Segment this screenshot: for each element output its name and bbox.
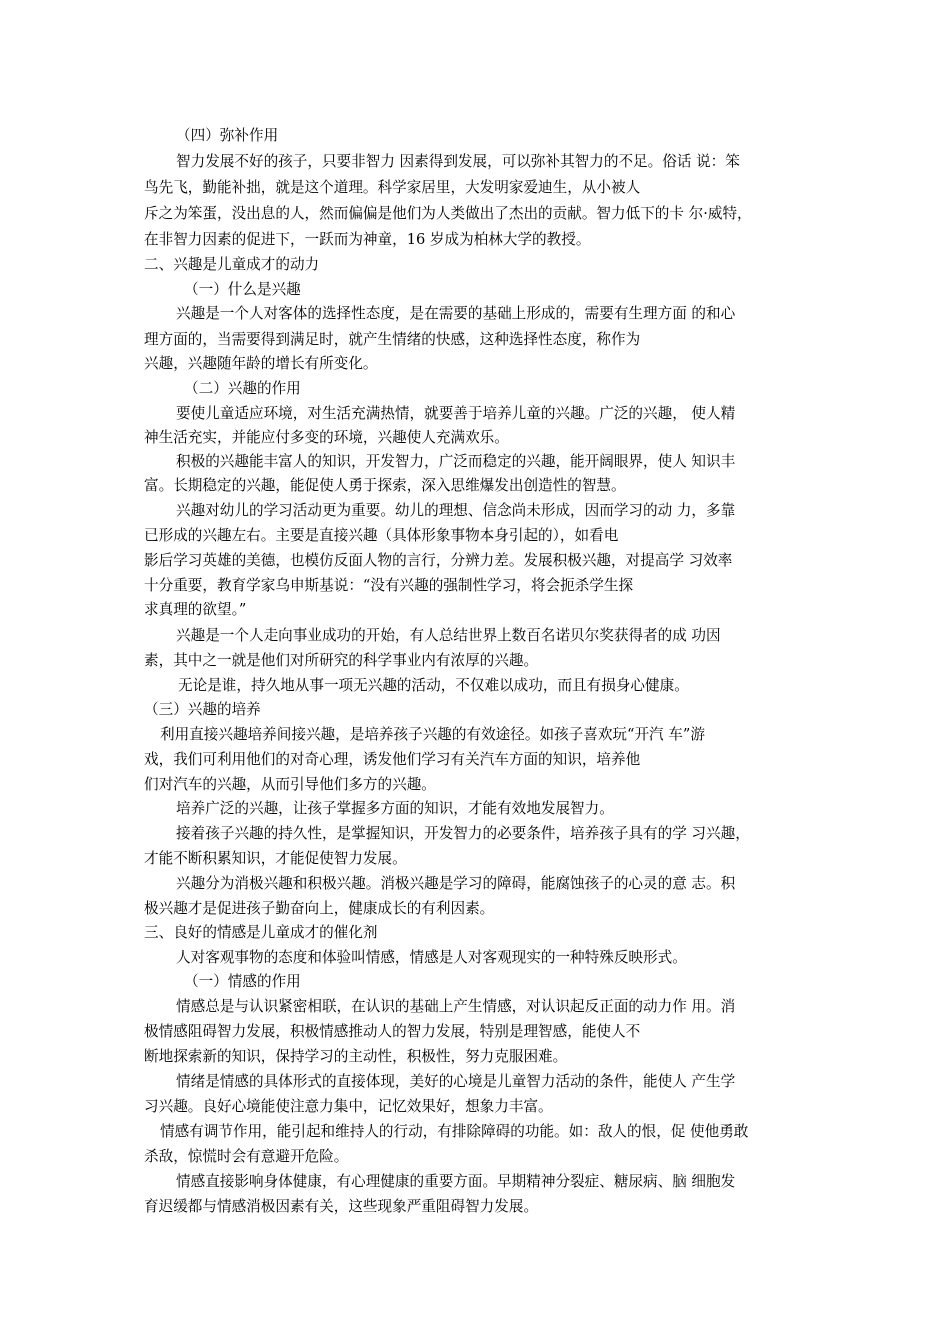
text-line: 们对汽车的兴趣，从而引导他们多方的兴趣。 [144,776,436,793]
text-line: 人对客观事物的态度和体验叫情感，情感是人对客观现实的一种特殊反映形式。 [176,949,687,966]
text-line: 兴趣是一个人对客体的选择性态度，是在需要的基础上形成的，需要有生理方面 的和心 [176,305,736,322]
section-heading: （三）兴趣的培养 [144,701,261,718]
section-heading: （二）兴趣的作用 [184,380,301,397]
text-line: 影后学习英雄的美德，也模仿反面人物的言行，分辨力差。发展积极兴趣，对提高学 习效率 [144,552,733,569]
text-line: 十分重要，教育学家乌申斯基说：“没有兴趣的强制性学习，将会扼杀学生探 [144,577,634,594]
text-line: 无论是谁，持久地从事一项无兴趣的活动，不仅难以成功，而且有损身心健康。 [178,677,689,694]
text-line: 极情感阻碍智力发展，积极情感推动人的智力发展，特别是理智感，能使人不 [144,1023,641,1040]
text-line: 育迟缓都与情感消极因素有关，这些现象严重阻碍智力发展。 [144,1198,539,1215]
text-line: 戏，我们可利用他们的对奇心理，诱发他们学习有关汽车方面的知识，培养他 [144,751,641,768]
text-line: 断地探索新的知识，保持学习的主动性，积极性，努力克服困难。 [144,1048,568,1065]
text-line: 兴趣是一个人走向事业成功的开始，有人总结世界上数百名诺贝尔奖获得者的成 功因 [176,627,721,644]
text-line: 习兴趣。良好心境能使注意力集中，记忆效果好，想象力丰富。 [144,1098,553,1115]
section-heading: （一）情感的作用 [184,973,301,990]
text-line: 智力发展不好的孩子，只要非智力 因素得到发展，可以弥补其智力的不足。俗话 说：笨 [176,153,740,170]
text-line: 利用直接兴趣培养间接兴趣，是培养孩子兴趣的有效途径。如孩子喜欢玩“开汽 车”游 [160,726,705,743]
text-line: 要使儿童适应环境，对生活充满热情，就要善于培养儿童的兴趣。广泛的兴趣， 使人精 [176,405,736,422]
text-line: 求真理的欲望。” [144,601,247,618]
text-line: 素，其中之一就是他们对所研究的科学事业内有浓厚的兴趣。 [144,652,539,669]
text-line: 兴趣分为消极兴趣和积极兴趣。消极兴趣是学习的障碍，能腐蚀孩子的心灵的意 志。积 [176,875,736,892]
chapter-heading: 二、兴趣是儿童成才的动力 [144,256,320,273]
text-line: 极兴趣才是促进孩子勤奋向上，健康成长的有利因素。 [144,900,495,917]
section-heading: （四）弥补作用 [176,127,279,144]
text-line: 培养广泛的兴趣，让孩子掌握多方面的知识，才能有效地发展智力。 [176,800,614,817]
text-line: 斥之为笨蛋，没出息的人，然而偏偏是他们为人类做出了杰出的贡献。智力低下的卡 尔·威特， [144,205,752,222]
text-line: 情感总是与认识紧密相联，在认识的基础上产生情感，对认识起反正面的动力作 用。消 [176,998,736,1015]
text-line: 兴趣对幼儿的学习活动更为重要。幼儿的理想、信念尚未形成，因而学习的动 力，多靠 [176,502,736,519]
text-line: 接着孩子兴趣的持久性，是掌握知识，开发智力的必要条件，培养孩子具有的学 习兴趣， [176,825,750,842]
text-line: 情感有调节作用，能引起和维持人的行动，有排除障碍的功能。如：敌人的恨，促 使他勇敢 [160,1123,749,1140]
text-line: 富。长期稳定的兴趣，能促使人勇于探索，深入思维爆发出创造性的智慧。 [144,477,626,494]
text-line: 理方面的，当需要得到满足时，就产生情绪的快感，这种选择性态度，称作为 [144,331,641,348]
text-line: 杀敌，惊慌时会有意避开危险。 [144,1148,349,1165]
text-line: 积极的兴趣能丰富人的知识，开发智力，广泛而稳定的兴趣，能开阔眼界，使人 知识丰 [176,453,736,470]
text-line: 鸟先飞，勤能补拙，就是这个道理。科学家居里，大发明家爱迪生，从小被人 [144,179,641,196]
text-line: 已形成的兴趣左右。主要是直接兴趣（具体形象事物本身引起的），如看电 [144,527,619,544]
chapter-heading: 三、良好的情感是儿童成才的催化剂 [144,924,378,941]
text-line: 情感直接影响身体健康，有心理健康的重要方面。早期精神分裂症、糖尿病、脑 细胞发 [176,1173,736,1190]
text-line: 神生活充实，并能应付多变的环境，兴趣使人充满欢乐。 [144,429,509,446]
text-line: 才能不断积累知识，才能促使智力发展。 [144,850,407,867]
text-line: 兴趣，兴趣随年龄的增长有所变化。 [144,355,378,372]
text-line: 情绪是情感的具体形式的直接体现，美好的心境是儿童智力活动的条件，能使人 产生学 [176,1073,736,1090]
text-line: 在非智力因素的促进下，一跃而为神童，16 岁成为柏林大学的教授。 [144,231,591,248]
section-heading: （一）什么是兴趣 [184,281,301,298]
